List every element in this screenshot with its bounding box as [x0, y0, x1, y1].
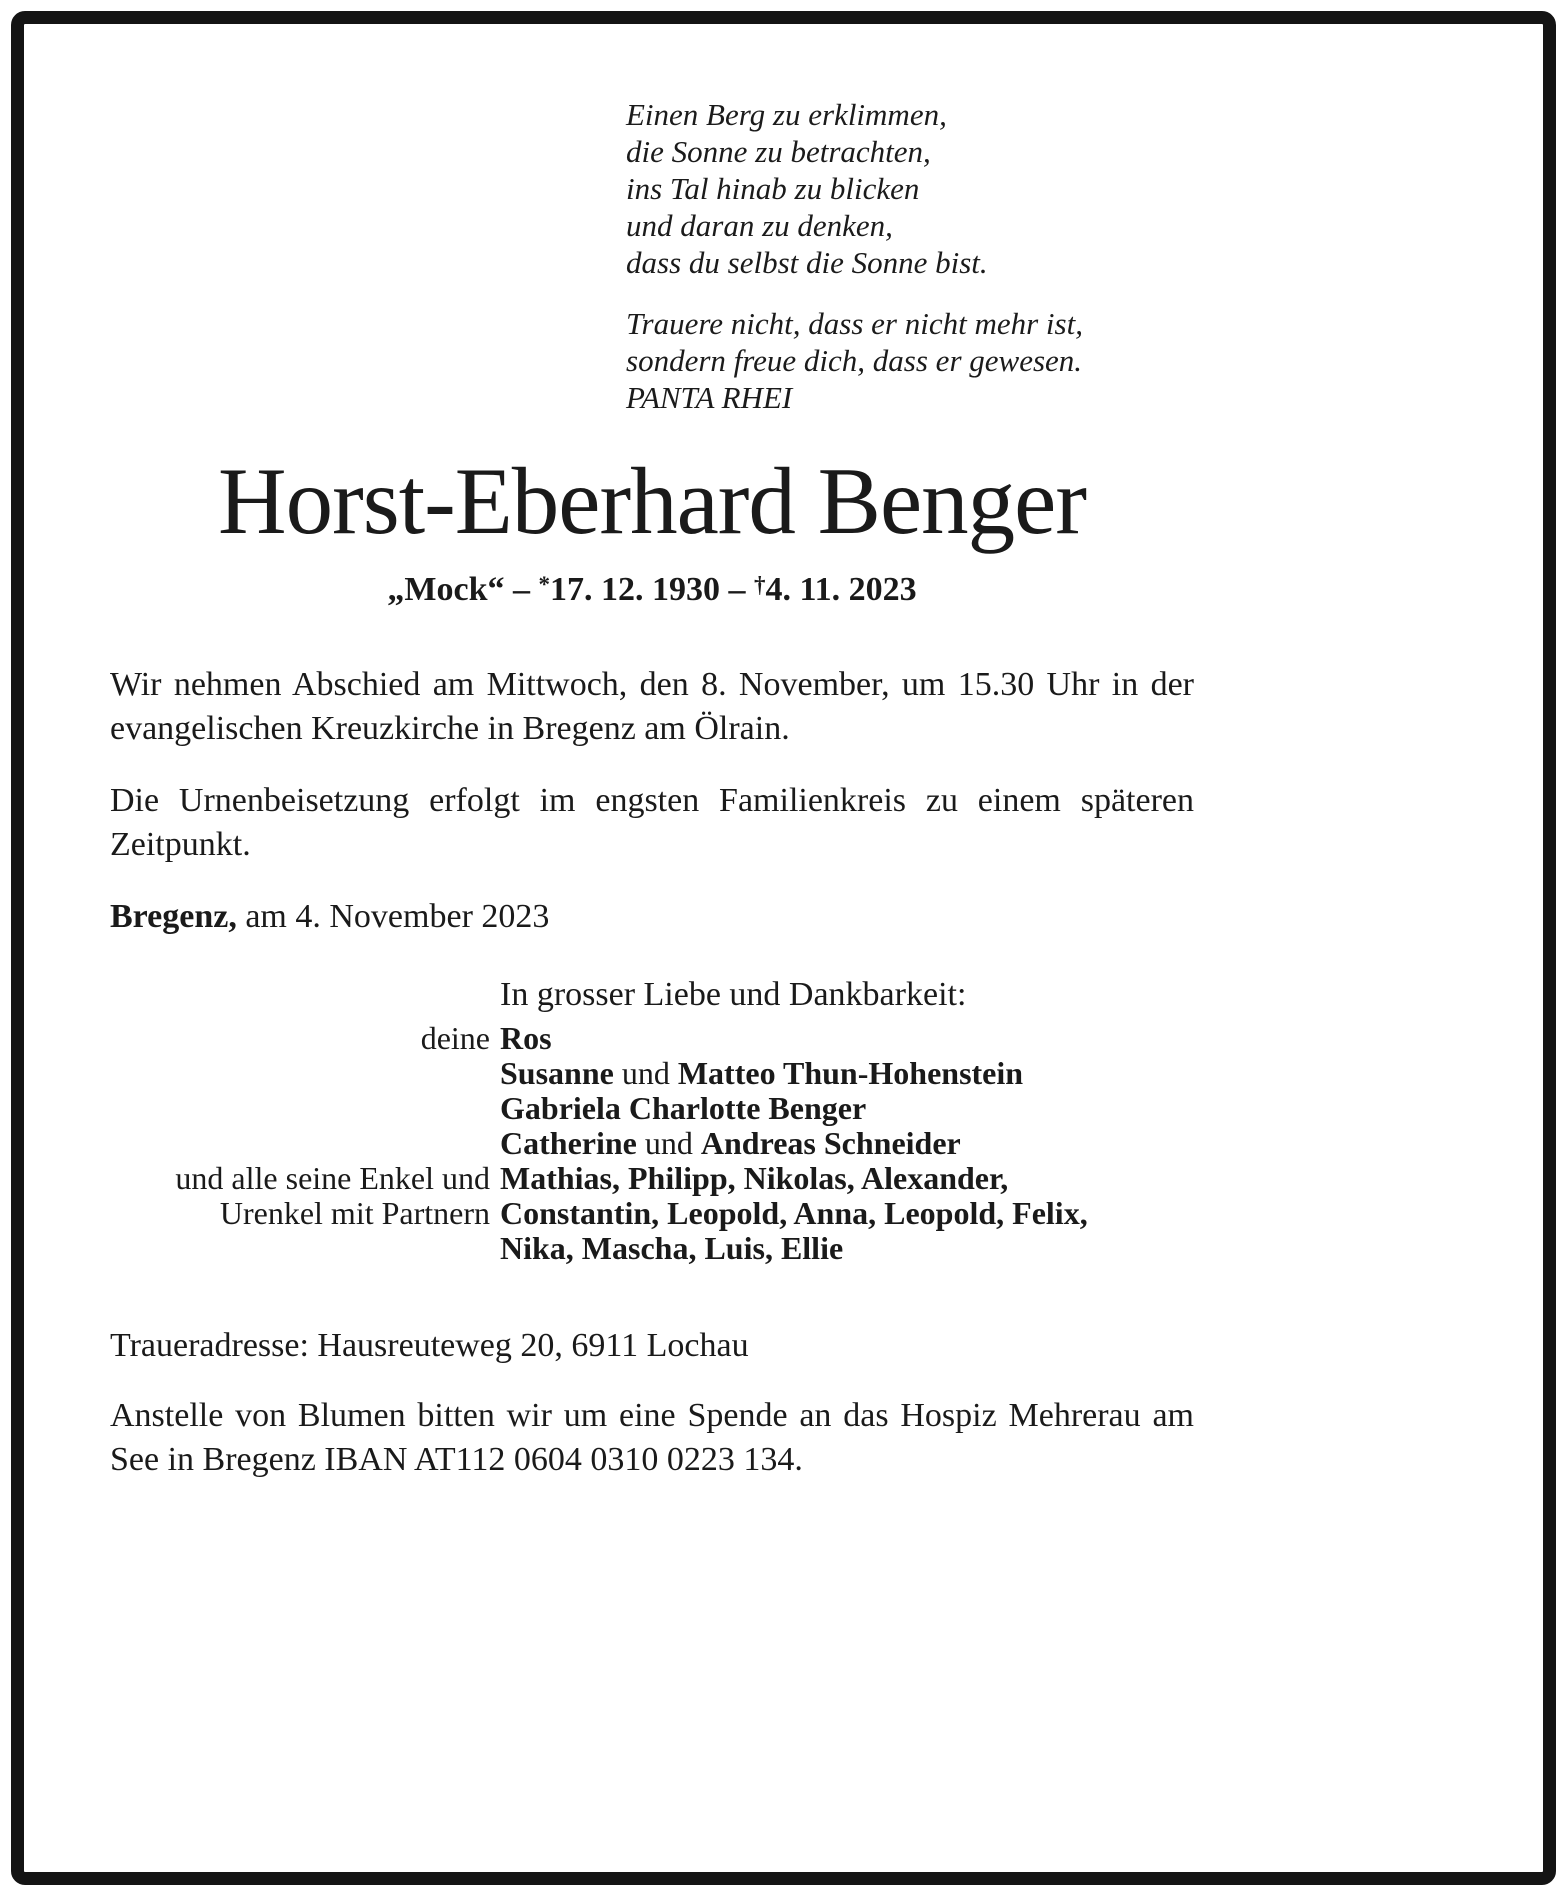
- family-names: [500, 1231, 1194, 1266]
- birth-star-symbol: *: [538, 572, 550, 597]
- family-relation-label: [110, 1056, 490, 1091]
- birth-date: 17. 12. 1930 –: [549, 571, 746, 608]
- family-name: Nika, Mascha, Luis, Ellie: [500, 1230, 844, 1266]
- poem-line: ins Tal hinab zu blicken: [626, 171, 920, 206]
- death-date: 4. 11. 2023: [765, 571, 917, 608]
- family-relation-label: Urenkel mit Partnern: [219, 1195, 490, 1231]
- family-names: [500, 1161, 1194, 1196]
- family-connector: und: [636, 1125, 701, 1161]
- family-relation-label: [110, 1231, 490, 1266]
- poem-line: die Sonne zu betrachten,: [626, 134, 931, 169]
- family-row: [110, 1021, 1194, 1056]
- family-connector: und: [613, 1055, 678, 1091]
- poem-line: und daran zu denken,: [626, 208, 893, 243]
- place: Bregenz,: [110, 898, 237, 935]
- poem-line: PANTA RHEI: [626, 380, 793, 415]
- memorial-poem: [626, 96, 1194, 416]
- family-names: [500, 1021, 1194, 1056]
- family-names: [500, 1126, 1194, 1161]
- farewell-paragraph: Wir nehmen Abschied am Mittwoch, den 8. November, um 15.30 Uhr in der evangelischen Kreuzkirche in Bregenz am Ölrain.: [110, 666, 1194, 747]
- family-name: Ros: [500, 1020, 552, 1056]
- family-names: [500, 1056, 1194, 1091]
- family-row: [110, 1231, 1194, 1266]
- family-name: Catherine: [500, 1125, 637, 1161]
- family-relation-label: [110, 1126, 490, 1161]
- poem-line: sondern freue dich, dass er gewesen.: [626, 343, 1083, 378]
- death-dagger-symbol: †: [753, 572, 766, 597]
- family-name: Gabriela Charlotte Benger: [500, 1090, 867, 1126]
- family-row: [110, 1056, 1194, 1091]
- urn-burial-paragraph: Die Urnenbeisetzung erfolgt im engsten Familienkreis zu einem späteren Zeitpunkt.: [110, 782, 1194, 863]
- poem-line: dass du selbst die Sonne bist.: [626, 245, 988, 280]
- family-row: [110, 1091, 1194, 1126]
- place-and-date-line: [110, 895, 1194, 939]
- family-names: [500, 1091, 1194, 1126]
- family-name: Andreas Schneider: [700, 1125, 961, 1161]
- family-row: [110, 1196, 1194, 1231]
- poem-stanza-1: [626, 96, 1194, 281]
- family-names: [500, 1196, 1194, 1231]
- family-name: Mathias, Philipp, Nikolas, Alexander,: [500, 1160, 1009, 1196]
- closing-spacer: [110, 975, 490, 1015]
- family-relation-label: [110, 1091, 490, 1126]
- poem-stanza-2: [626, 305, 1194, 416]
- life-dates-line: [110, 564, 1194, 611]
- deceased-name: Horst-Eberhard Benger: [218, 448, 1086, 554]
- family-name: Susanne: [500, 1055, 614, 1091]
- poem-line: Einen Berg zu erklimmen,: [626, 97, 947, 132]
- family-row: [110, 1126, 1194, 1161]
- donation-note: Anstelle von Blumen bitten wir um eine Spende an das Hospiz Mehrerau am See in Bregenz IBAN AT112 0604 0310 0223 134.: [110, 1397, 1194, 1478]
- family-name: Constantin, Leopold, Anna, Leopold, Felix,: [500, 1195, 1088, 1231]
- family-relation-label: deine: [420, 1020, 490, 1056]
- family-section: [110, 975, 1194, 1266]
- card-content: [110, 0, 1194, 1482]
- family-row: [110, 1161, 1194, 1196]
- family-name: Matteo Thun-Hohenstein: [677, 1055, 1024, 1091]
- nickname: „Mock“ –: [387, 571, 530, 608]
- closing-line: In grosser Liebe und Dankbarkeit:: [500, 976, 967, 1013]
- poem-line: Trauere nicht, dass er nicht mehr ist,: [626, 306, 1083, 341]
- closing-row: [110, 975, 1194, 1015]
- mourning-address-line: Traueradresse: Hausreuteweg 20, 6911 Lochau: [110, 1327, 749, 1364]
- date: am 4. November 2023: [236, 898, 550, 935]
- family-relation-label: und alle seine Enkel und: [175, 1160, 490, 1196]
